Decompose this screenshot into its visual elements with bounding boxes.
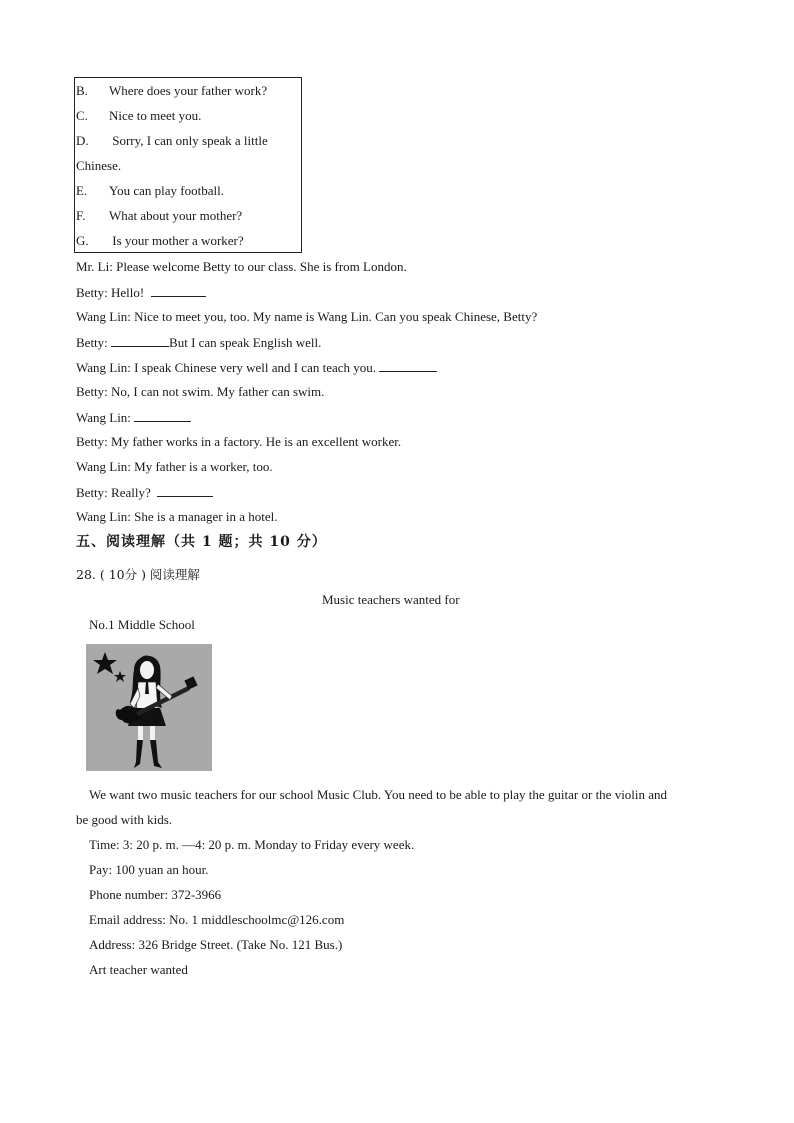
dialogue-line: Betty: But I can speak English well. [76, 335, 322, 350]
ad-time: Time: 3: 20 p. m. —4: 20 p. m. Monday to Friday every week. [89, 837, 415, 852]
ad-email: Email address: No. 1 middleschoolmc@126.com [89, 912, 345, 927]
answer-blank[interactable] [151, 284, 206, 297]
option-d-continued: Chinese. [76, 158, 122, 173]
dialogue-line: Mr. Li: Please welcome Betty to our class. She is from London. [76, 259, 407, 274]
question-label: 28. ( 10分 ) 阅读理解 [76, 567, 200, 582]
answer-blank[interactable] [379, 359, 437, 372]
ad-title: Music teachers wanted for [322, 592, 460, 607]
dialogue-line: Wang Lin: My father is a worker, too. [76, 459, 273, 474]
answer-blank[interactable] [134, 409, 191, 422]
dialogue-line: Betty: No, I can not swim. My father can swim. [76, 384, 325, 399]
ad-address: Address: 326 Bridge Street. (Take No. 121 Bus.) [89, 937, 343, 952]
guitar-girl-illustration [86, 644, 212, 771]
option-c: C. Nice to meet you. [76, 108, 202, 123]
answer-blank[interactable] [157, 484, 213, 497]
options-box [74, 77, 302, 253]
ad-pay: Pay: 100 yuan an hour. [89, 862, 209, 877]
option-e: E. You can play football. [76, 183, 224, 198]
dialogue-line: Betty: Hello! [76, 284, 206, 301]
dialogue-line: Betty: Really? [76, 484, 213, 501]
answer-blank[interactable] [111, 334, 169, 347]
section-title: 五、阅读理解（共 1 题；共 10 分） [76, 534, 327, 550]
option-g: G. Is your mother a worker? [76, 233, 244, 248]
dialogue-line: Betty: My father works in a factory. He is an excellent worker. [76, 434, 402, 449]
ad-phone: Phone number: 372-3966 [89, 887, 222, 902]
dialogue-line: Wang Lin: She is a manager in a hotel. [76, 509, 278, 524]
option-b: B. Where does your father work? [76, 83, 268, 98]
ad-school: No.1 Middle School [89, 617, 195, 632]
option-d: D. Sorry, I can only speak a little [76, 133, 268, 148]
ad-paragraph-continued: be good with kids. [76, 812, 173, 827]
ad-paragraph: We want two music teachers for our school Music Club. You need to be able to play the guitar or the violin and [89, 787, 668, 802]
ad-art-teacher: Art teacher wanted [89, 962, 188, 977]
dialogue-line: Wang Lin: [76, 409, 191, 426]
guitar-girl-image [86, 644, 212, 771]
dialogue-line: Wang Lin: Nice to meet you, too. My name is Wang Lin. Can you speak Chinese, Betty? [76, 309, 538, 324]
dialogue-line: Wang Lin: I speak Chinese very well and I can teach you. [76, 359, 437, 376]
option-f: F. What about your mother? [76, 208, 243, 223]
